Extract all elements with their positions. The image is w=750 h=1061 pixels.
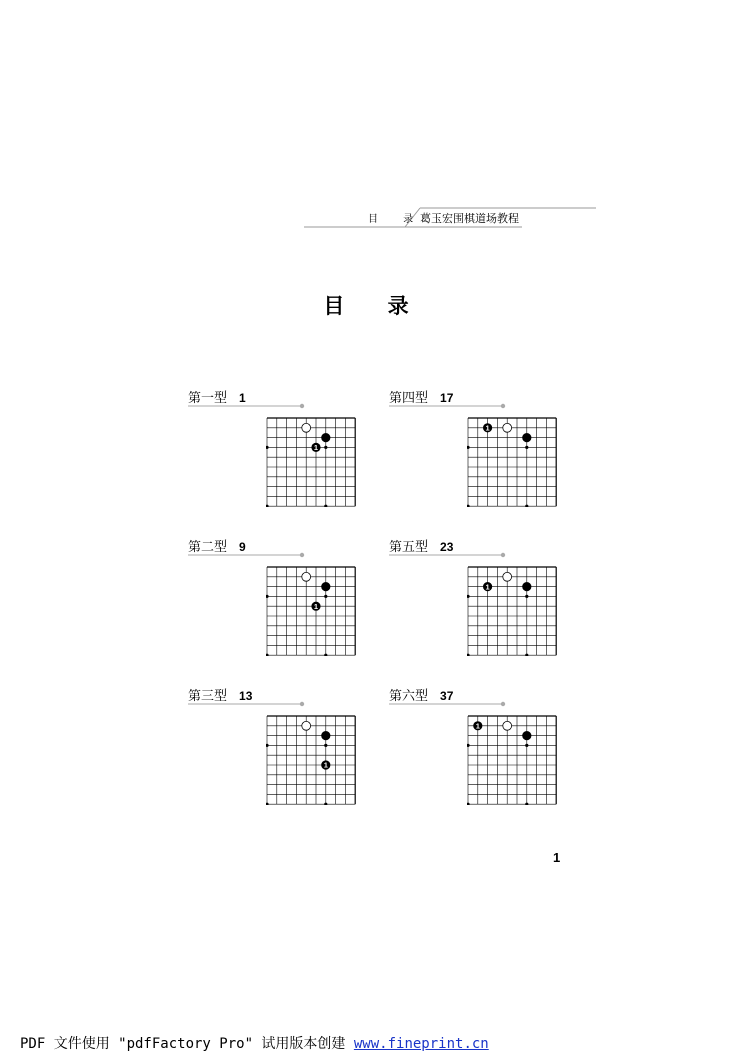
go-board [266,417,356,507]
star-point [266,803,269,806]
toc-entry-rule [389,700,509,708]
toc-entry-rule [389,551,509,559]
footer-link[interactable]: www.fineprint.cn [353,1036,489,1052]
move-number: 1 [323,760,328,770]
star-point [525,654,528,657]
star-point [467,446,470,449]
black-stone [522,433,531,442]
black-stone [321,731,330,740]
go-board [266,715,356,805]
toc-entry-rule [188,551,308,559]
star-point [467,803,470,806]
toc-entry-rule [188,402,308,410]
go-board [467,566,557,656]
toc-entry-page: 1 [239,391,246,405]
footer [20,1033,489,1053]
header-section: 目 录 [368,214,425,225]
star-point [266,505,269,508]
toc-entry-page: 23 [440,540,454,554]
toc-entry-title: 第五型 [389,540,429,555]
white-stone [503,572,512,581]
star-point [467,505,470,508]
move-number: 1 [485,423,490,433]
go-board [266,566,356,656]
toc-entry-title: 第三型 [188,689,228,704]
star-point [525,595,528,598]
toc-entry-page: 37 [440,689,454,703]
black-stone [321,582,330,591]
go-board [467,417,557,507]
black-stone [522,582,531,591]
black-stone [522,731,531,740]
white-stone [302,423,311,432]
star-point [324,595,327,598]
star-point [467,654,470,657]
toc-entry-title: 第二型 [188,540,228,555]
toc-entry-rule [389,402,509,410]
star-point [525,744,528,747]
running-header [300,203,600,233]
toc-entry-page: 13 [239,689,253,703]
star-point [266,744,269,747]
page-title: 目 录 [323,294,427,318]
star-point [467,744,470,747]
toc-entry-title: 第六型 [389,689,429,704]
white-stone [302,721,311,730]
move-number: 1 [485,582,490,592]
toc-entry-title: 第一型 [188,391,228,406]
star-point [525,446,528,449]
star-point [525,803,528,806]
star-point [266,654,269,657]
star-point [324,505,327,508]
white-stone [503,721,512,730]
white-stone [302,572,311,581]
toc-entry-page: 17 [440,391,454,405]
move-number: 1 [313,601,319,611]
star-point [525,505,528,508]
black-stone [321,433,330,442]
header-book-title: 葛玉宏围棋道场教程 [420,212,519,225]
move-number: 1 [313,443,319,453]
toc-entry-title: 第四型 [389,391,429,406]
page-number: 1 [553,850,561,865]
star-point [266,446,269,449]
move-number: 1 [475,721,480,731]
go-board [467,715,557,805]
white-stone [503,423,512,432]
toc-entry-rule [188,700,308,708]
toc-entry-page: 9 [239,540,246,554]
star-point [324,446,327,449]
star-point [324,803,327,806]
star-point [324,654,327,657]
star-point [324,744,327,747]
star-point [266,595,269,598]
footer-text: PDF 文件使用 "pdfFactory Pro" 试用版本创建 [20,1036,354,1052]
star-point [467,595,470,598]
